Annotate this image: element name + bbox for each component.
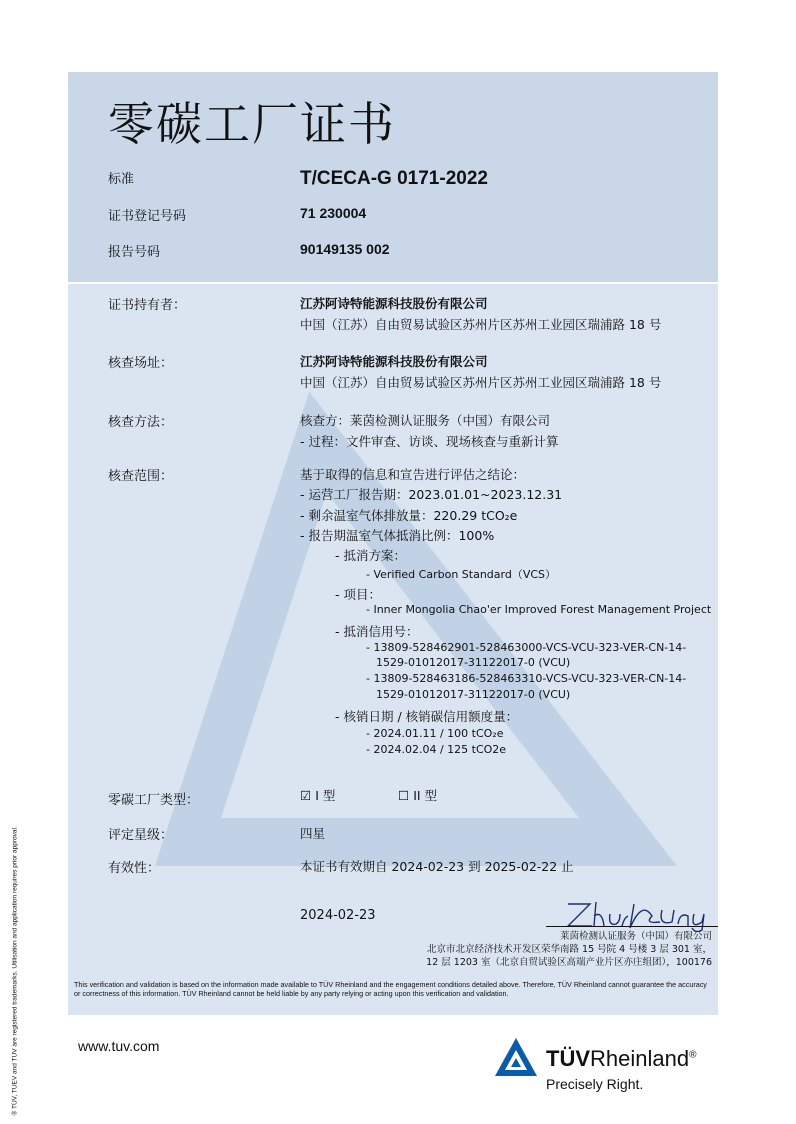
- scope-line: - 13809-528462901-528463000-VCS-VCU-323-VER-CN-14-: [366, 641, 687, 654]
- holder-address: 中国（江苏）自由贸易试验区苏州片区苏州工业园区瑞浦路 18 号: [300, 317, 662, 332]
- issuer-name: 莱茵检测认证服务（中国）有限公司: [559, 931, 712, 942]
- issue-date: 2024-02-23: [300, 908, 376, 923]
- page-title: 零碳工厂证书: [108, 97, 396, 151]
- validity-value: 本证书有效期自 2024-02-23 到 2025-02-22 止: [300, 859, 574, 874]
- standard-value: T/CECA-G 0171-2022: [300, 168, 488, 189]
- registration-label: 证书登记号码: [108, 209, 187, 224]
- rating-value: 四星: [300, 826, 326, 841]
- scope-line: - 项目：: [335, 587, 381, 602]
- scope-line: - 报告期温室气体抵消比例：100%: [300, 528, 495, 543]
- scope-line: 1529-01012017-31122017-0 (VCU): [376, 688, 571, 701]
- holder-name: 江苏阿诗特能源科技股份有限公司: [300, 296, 488, 311]
- site-name: 江苏阿诗特能源科技股份有限公司: [300, 354, 488, 369]
- type-label: 零碳工厂类型：: [108, 793, 200, 808]
- scope-line: - 13809-528463186-528463310-VCS-VCU-323-VER-CN-14-: [366, 672, 687, 685]
- standard-label: 标准: [108, 172, 135, 187]
- scope-line: - 运营工厂报告期：2023.01.01~2023.12.31: [300, 487, 563, 502]
- site-address: 中国（江苏）自由贸易试验区苏州片区苏州工业园区瑞浦路 18 号: [300, 375, 662, 390]
- holder-label: 证书持有者：: [108, 298, 187, 313]
- validity-label: 有效性：: [108, 861, 161, 876]
- scope-line: - 抵消信用号：: [335, 624, 419, 639]
- trademark-note: ® TÜV, TUEV and TUV are registered trademarks. Utilisation and application requires prior approval.: [11, 826, 19, 1116]
- brand-name: TÜVRheinland®: [546, 1046, 697, 1071]
- scope-line: - 2024.01.11 / 100 tCO₂e: [366, 727, 504, 740]
- registration-value: 71 230004: [300, 205, 367, 221]
- checkbox-checked-icon: ☑: [300, 788, 312, 803]
- scope-line: - Verified Carbon Standard（VCS）: [366, 568, 557, 581]
- checkbox-empty-icon: ☐: [398, 788, 410, 803]
- rating-label: 评定星级：: [108, 828, 174, 843]
- method-line-2: - 过程：文件审查、访谈、现场核查与重新计算: [300, 434, 559, 449]
- scope-line: - 抵消方案：: [335, 548, 406, 563]
- type-option-1: [300, 786, 335, 804]
- type-option-1-label: I 型: [315, 788, 336, 803]
- type-option-2-label: II 型: [413, 788, 438, 803]
- scope-line: - 2024.02.04 / 125 tCO2e: [366, 743, 507, 756]
- issuer-address-1: 北京市北京经济技术开发区荣华南路 15 号院 4 号楼 3 层 301 室，: [427, 944, 712, 955]
- issuer-address-2: 12 层 1203 室（北京自贸试验区高端产业片区亦庄组团），100176: [426, 957, 712, 968]
- site-label: 核查场址：: [108, 356, 174, 371]
- scope-line: 1529-01012017-31122017-0 (VCU): [376, 656, 571, 669]
- scope-line: - 剩余温室气体排放量：220.29 tCO₂e: [300, 508, 518, 523]
- report-value: 90149135 002: [300, 241, 390, 257]
- disclaimer: This verification and validation is based on the information made available to TÜV Rheinland and the engagement conditions detailed above. Therefore, TÜV Rheinland cannot guarantee the accuracy or correctness of this information. TÜV Rheinland cannot be held liable by any party relying or acting upon this verification and validation.: [74, 980, 707, 998]
- method-line-1: 核查方：莱茵检测认证服务（中国）有限公司: [300, 413, 551, 428]
- scope-line: - Inner Mongolia Chao'er Improved Forest Management Project: [366, 603, 712, 616]
- type-option-2: [398, 786, 437, 804]
- scope-label: 核查范围：: [108, 469, 174, 484]
- brand-tagline: Precisely Right.: [546, 1076, 644, 1092]
- website-link[interactable]: www.tuv.com: [78, 1038, 160, 1054]
- scope-intro: 基于取得的信息和宣告进行评估之结论：: [300, 467, 526, 482]
- signature-line: [546, 926, 718, 927]
- report-label: 报告号码: [108, 245, 161, 260]
- tuv-triangle-logo-icon: [493, 1036, 539, 1082]
- scope-line: - 核销日期 / 核销碳信用额度量：: [335, 709, 519, 724]
- method-label: 核查方法：: [108, 415, 174, 430]
